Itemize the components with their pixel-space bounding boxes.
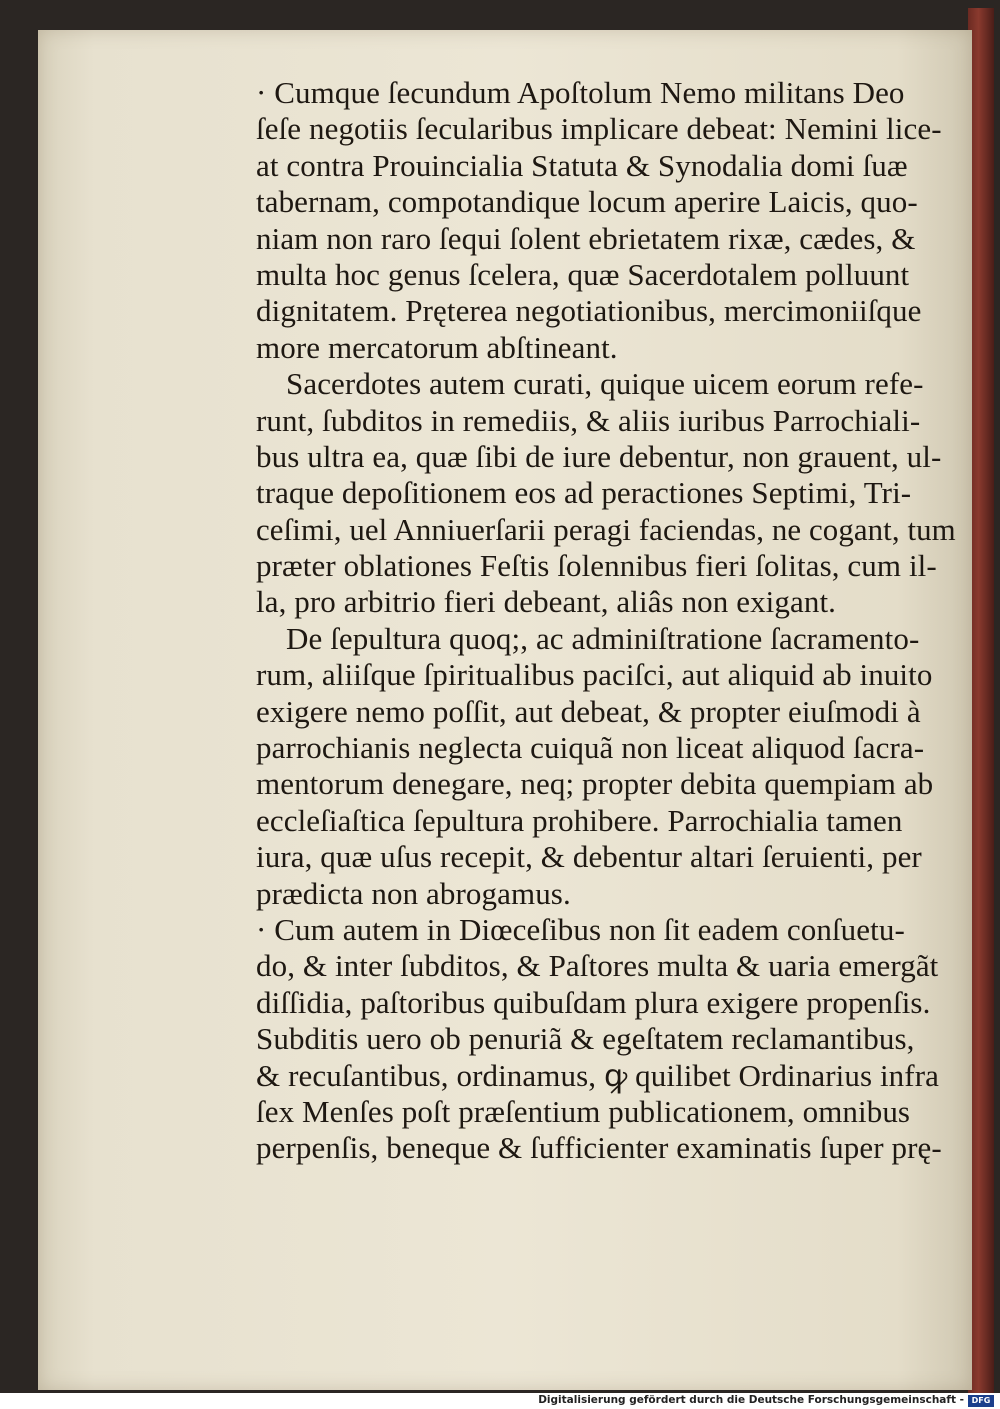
text-line: rum, aliiſque ſpiritualibus paciſci, aut aliquid ab inuito [256,657,933,693]
text-line: parrochianis neglecta cuiquã non liceat aliquod ſacra- [256,730,925,766]
page-text-block [256,75,956,1167]
text-line: la, pro arbitrio fieri debeant, aliâs non exigant. [256,584,837,620]
text-line: · Cumque ſecundum Apoſtolum Nemo militans Deo [256,75,905,110]
text-line: mentorum denegare, neq; propter debita quempiam ab [256,766,934,802]
text-line: at contra Prouincialia Statuta & Synodalia domi ſuæ [256,147,908,183]
text-line: eccleſiaſtica ſepultura prohibere. Parrochialia tamen [256,802,903,838]
dfg-logo-icon: DFG [968,1395,994,1407]
text-line: · Cum autem in Diœceſibus non ſit eadem conſuetu- [256,911,905,947]
footer-bar [0,1393,1000,1409]
text-line: iura, quæ uſus recepit, & debentur altari ſeruienti, per [256,839,922,875]
text-line: & recuſantibus, ordinamus, ꝙ quilibet Ordinarius infra [256,1057,939,1093]
text-line: niam non raro ſequi ſolent ebrietatem rixæ, cædes, & [256,220,916,256]
funding-credit: Digitalisierung gefördert durch die Deutsche Forschungsgemeinschaft - [538,1394,964,1406]
text-line: more mercatorum abſtineant. [256,329,618,365]
text-line: runt, ſubditos in remediis, & aliis iuribus Parrochiali- [256,402,921,438]
text-line: Subditis uero ob penuriã & egeſtatem reclamantibus, [256,1021,915,1057]
text-line: De ſepultura quoq;, ac adminiſtratione ſacramento- [286,620,920,656]
text-line: ſeſe negotiis ſecularibus implicare debeat: Nemini lice- [256,111,942,147]
text-line: perpenſis, beneque & ſufficienter examinatis ſuper prę- [256,1130,942,1166]
text-line: traque depoſitionem eos ad peractiones Septimi, Tri- [256,475,912,511]
book-page [38,30,972,1390]
text-line: tabernam, compotandique locum aperire Laicis, quo- [256,184,918,220]
text-line: dignitatem. Pręterea negotiationibus, mercimoniiſque [256,293,922,329]
text-line: do, & inter ſubditos, & Paſtores multa & uaria emergãt [256,948,939,984]
text-line: ceſimi, uel Anniuerſarii peragi faciendas, ne cogant, tum [256,511,956,547]
text-line: exigere nemo poſſit, aut debeat, & propter eiuſmodi à [256,693,921,729]
text-line: Sacerdotes autem curati, quique uicem eorum refe- [286,366,924,402]
text-line: diſſidia, paſtoribus quibuſdam plura exigere propenſis. [256,984,931,1020]
text-line: ſex Menſes poſt præſentium publicationem, omnibus [256,1093,911,1129]
text-line: multa hoc genus ſcelera, quæ Sacerdotalem polluunt [256,256,910,292]
text-line: prædicta non abrogamus. [256,875,571,911]
text-line: bus ultra ea, quæ ſibi de iure debentur, non grauent, ul- [256,438,942,474]
text-line: præter oblationes Feſtis ſolennibus fieri ſolitas, cum il- [256,548,937,584]
